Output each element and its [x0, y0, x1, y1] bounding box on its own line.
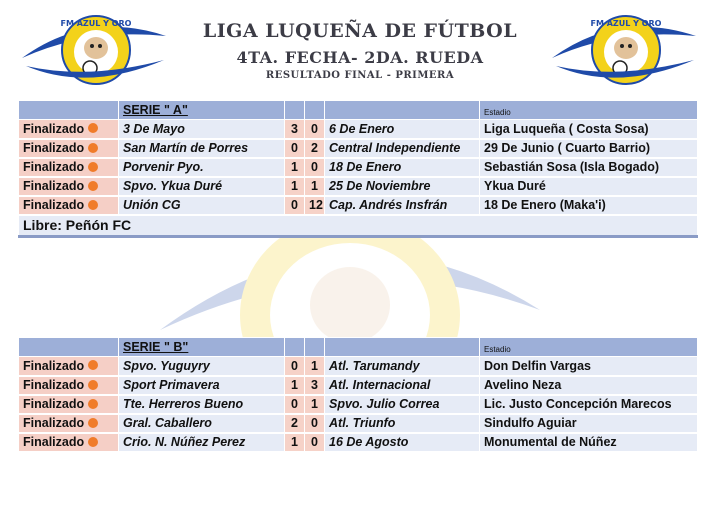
status-dot-icon [88, 380, 98, 390]
home-score: 2 [285, 414, 305, 433]
home-team: Tte. Herreros Bueno [119, 395, 285, 414]
home-team: Spvo. Yuguyry [119, 357, 285, 376]
away-score: 2 [305, 139, 325, 158]
status-badge: Finalizado [19, 414, 119, 433]
away-team: Atl. Tarumandy [325, 357, 480, 376]
away-team: Cap. Andrés Insfrán [325, 196, 480, 215]
status-dot-icon [88, 437, 98, 447]
stadium: Sindulfo Aguiar [480, 414, 698, 433]
match-row [19, 414, 698, 433]
header-blank [19, 338, 119, 357]
home-team: Crio. N. Núñez Perez [119, 433, 285, 452]
status-badge: Finalizado [19, 395, 119, 414]
home-team: Gral. Caballero [119, 414, 285, 433]
away-team: 6 De Enero [325, 120, 480, 139]
round-subtitle: 4TA. FECHA- 2DA. RUEDA [236, 48, 484, 67]
match-row [19, 433, 698, 452]
match-row [19, 158, 698, 177]
header-blank [19, 101, 119, 120]
estadio-label: Estadio [480, 338, 698, 357]
status-badge: Finalizado [19, 139, 119, 158]
status-badge: Finalizado [19, 177, 119, 196]
match-row [19, 357, 698, 376]
serie-a-label: SERIE " A" [119, 101, 285, 120]
radio-logo-left [18, 8, 168, 88]
home-team: Sport Primavera [119, 376, 285, 395]
status-dot-icon [88, 360, 98, 370]
away-score: 1 [305, 395, 325, 414]
status-badge: Finalizado [19, 433, 119, 452]
serie-a-table [18, 100, 698, 238]
away-score: 3 [305, 376, 325, 395]
match-row [19, 139, 698, 158]
status-badge: Finalizado [19, 196, 119, 215]
stadium: Ykua Duré [480, 177, 698, 196]
stadium: Liga Luqueña ( Costa Sosa) [480, 120, 698, 139]
home-team: San Martín de Porres [119, 139, 285, 158]
away-score: 0 [305, 158, 325, 177]
away-score: 0 [305, 433, 325, 452]
home-score: 0 [285, 357, 305, 376]
svg-text:FM AZUL Y ORO: FM AZUL Y ORO [60, 19, 132, 28]
home-score: 1 [285, 158, 305, 177]
status-dot-icon [88, 162, 98, 172]
home-team: Porvenir Pyo. [119, 158, 285, 177]
away-team: Atl. Triunfo [325, 414, 480, 433]
home-team: 3 De Mayo [119, 120, 285, 139]
away-team: Central Independiente [325, 139, 480, 158]
away-score: 0 [305, 120, 325, 139]
stadium: Don Delfin Vargas [480, 357, 698, 376]
away-team: 18 De Enero [325, 158, 480, 177]
status-dot-icon [88, 143, 98, 153]
libre-row [19, 215, 698, 237]
home-score: 1 [285, 177, 305, 196]
status-badge: Finalizado [19, 158, 119, 177]
home-score: 0 [285, 395, 305, 414]
serie-b-table [18, 337, 698, 453]
stadium: 29 De Junio ( Cuarto Barrio) [480, 139, 698, 158]
stadium: Sebastián Sosa (Isla Bogado) [480, 158, 698, 177]
stadium: 18 De Enero (Maka'i) [480, 196, 698, 215]
home-team: Unión CG [119, 196, 285, 215]
league-title: LIGA LUQUEÑA DE FÚTBOL [202, 20, 518, 42]
serie-b-header [19, 338, 698, 357]
stadium: Monumental de Núñez [480, 433, 698, 452]
status-dot-icon [88, 200, 98, 210]
serie-a-header [19, 101, 698, 120]
away-team: 16 De Agosto [325, 433, 480, 452]
status-badge: Finalizado [19, 120, 119, 139]
away-team: 25 De Noviembre [325, 177, 480, 196]
stadium: Lic. Justo Concepción Marecos [480, 395, 698, 414]
away-team: Spvo. Julio Correa [325, 395, 480, 414]
status-dot-icon [88, 123, 98, 133]
status-badge: Finalizado [19, 376, 119, 395]
away-score: 1 [305, 177, 325, 196]
match-row [19, 196, 698, 215]
radio-logo-right [548, 8, 698, 88]
status-dot-icon [88, 181, 98, 191]
home-score: 0 [285, 196, 305, 215]
home-score: 3 [285, 120, 305, 139]
away-team: Atl. Internacional [325, 376, 480, 395]
svg-text:FM AZUL Y ORO: FM AZUL Y ORO [590, 19, 662, 28]
away-score: 1 [305, 357, 325, 376]
home-score: 0 [285, 139, 305, 158]
match-row [19, 376, 698, 395]
stadium: Avelino Neza [480, 376, 698, 395]
status-dot-icon [88, 399, 98, 409]
home-score: 1 [285, 433, 305, 452]
status-badge: Finalizado [19, 357, 119, 376]
away-score: 12 [305, 196, 325, 215]
away-score: 0 [305, 414, 325, 433]
libre-team: Libre: Peñón FC [19, 215, 698, 237]
match-row [19, 177, 698, 196]
status-dot-icon [88, 418, 98, 428]
home-score: 1 [285, 376, 305, 395]
match-row [19, 120, 698, 139]
serie-b-label: SERIE " B" [119, 338, 285, 357]
estadio-label: Estadio [480, 101, 698, 120]
home-team: Spvo. Ykua Duré [119, 177, 285, 196]
result-caption: RESULTADO FINAL - PRIMERA [265, 70, 455, 81]
match-row [19, 395, 698, 414]
